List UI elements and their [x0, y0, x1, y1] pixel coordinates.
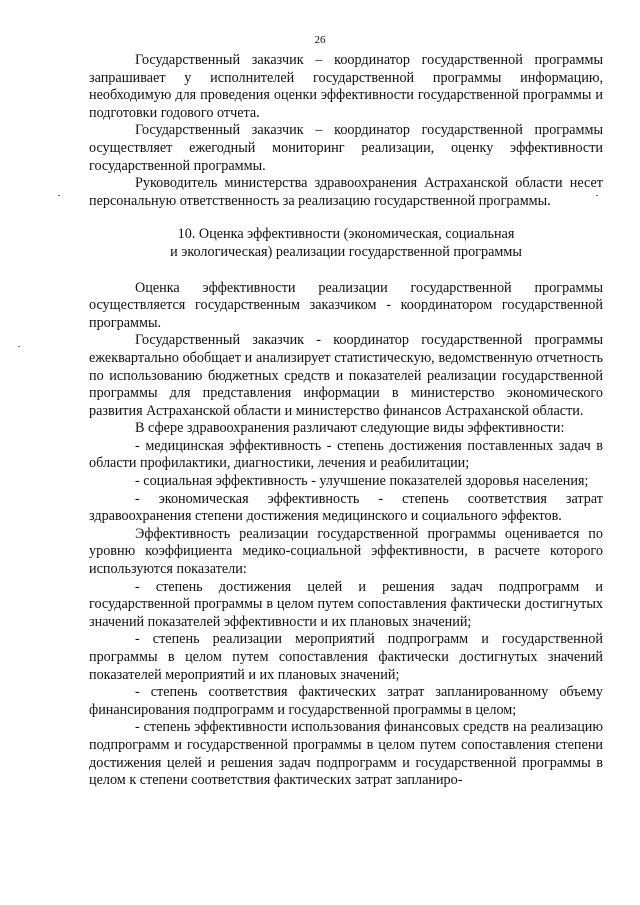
document-body [89, 52, 603, 790]
section-heading-line: и экологическая) реализации государственной программы [170, 243, 522, 260]
paragraph: Государственный заказчик - координатор государственной программы ежеквартально обобщает и анализирует статистическую, ведомственную отчетность по использованию бюджетных средств и показателей реализации государственной программы для представления информации в министерство экономического развития Астраханской области и министерство финансов Астраханской области. [89, 332, 603, 419]
paragraph: Руководитель министерства здравоохранения Астраханской области несет персональную ответственность за реализацию государственной программы. [89, 175, 603, 209]
page-number: 26 [314, 34, 326, 46]
list-item: - социальная эффективность - улучшение показателей здоровья населения; [135, 473, 589, 490]
list-item: - степень достижения целей и решения задач подпрограмм и государственной программы в целом путем сопоставления фактически достигнутых значений показателей эффективности и их плановых значений; [89, 578, 603, 630]
section-heading-line: 10. Оценка эффективности (экономическая, социальная [177, 226, 515, 243]
list-item: - степень эффективности использования финансовых средств на реализацию подпрограмм и государственной программы в целом путем сопоставления степени достижения целей и решения задач подпрограмм и государственной программы в целом к степени соответствия фактических затрат запланиро- [89, 719, 603, 789]
paragraph: Оценка эффективности реализации государственной программы осуществляется государственным заказчиком - координатором государственной программы. [89, 279, 603, 331]
paragraph: Государственный заказчик – координатор государственной программы осуществляет ежегодный мониторинг реализации, оценку эффективности государственной программы. [89, 122, 603, 174]
list-item: - степень соответствия фактических затрат запланированному объему финансирования подпрограмм и государственной программы в целом; [89, 684, 603, 718]
list-item: - степень реализации мероприятий подпрограмм и государственной программы в целом путем сопоставления фактически достигнутых значений показателей мероприятий и их плановых значений; [89, 631, 603, 683]
scan-speck [18, 346, 20, 347]
list-item: - экономическая эффективность - степень соответствия затрат здравоохранения степени достижения медицинского и социального эффектов. [89, 490, 603, 525]
paragraph: Государственный заказчик – координатор государственной программы запрашивает у исполнителей государственной программы информацию, необходимую для проведения оценки эффективности государственной программы и подготовки годового отчета. [89, 52, 603, 121]
scan-speck [58, 195, 60, 196]
scan-speck [596, 195, 598, 196]
paragraph: Эффективность реализации государственной программы оценивается по уровню коэффициента медико-социальной эффективности, в расчете которого используются показатели: [89, 525, 603, 578]
list-item: - медицинская эффективность - степень достижения поставленных задач в области профилактики, диагностики, лечения и реабилитации; [89, 437, 603, 472]
section-heading [89, 226, 603, 261]
paragraph: В сфере здравоохранения различают следующие виды эффективности: [135, 420, 565, 437]
